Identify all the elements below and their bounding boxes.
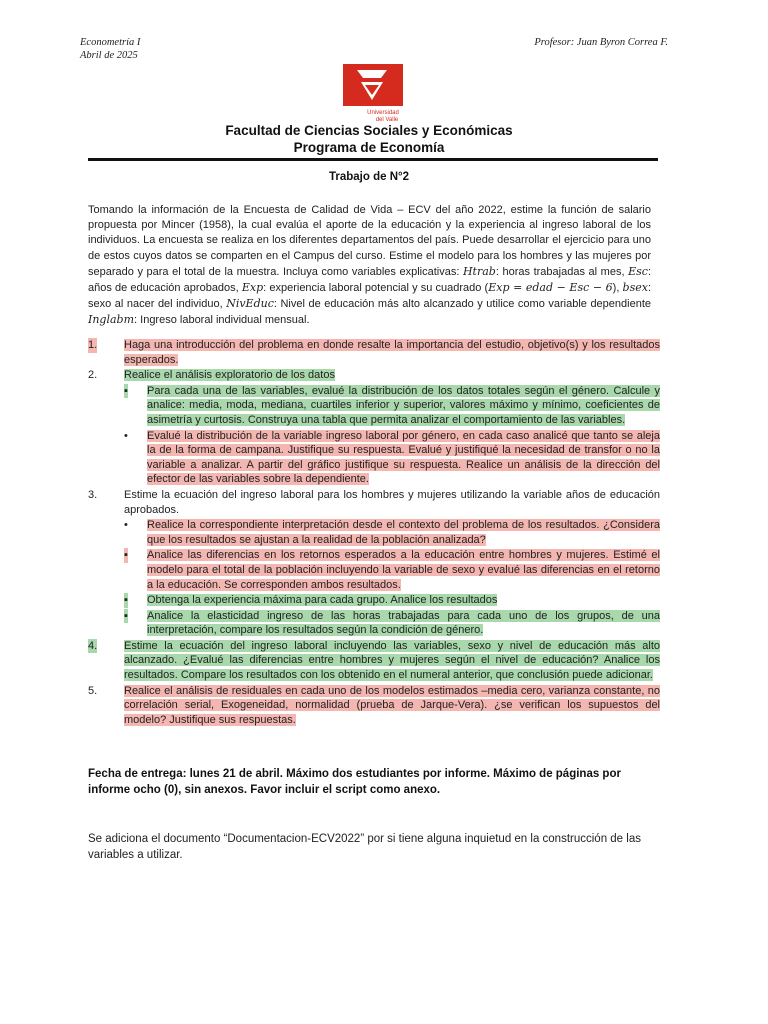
- var-inglabm: Inglabm: [88, 313, 135, 327]
- deadline-notice: Fecha de entrega: lunes 21 de abril. Máximo dos estudiantes por informe. Máximo de páginas por informe ocho (0), sin anexos. Favor incluir el script como anexo.: [88, 768, 621, 796]
- intro-inglabm-desc: : Ingreso laboral individual mensual.: [134, 314, 310, 327]
- course-name: Econometría I: [80, 37, 141, 48]
- list-item: [88, 368, 660, 383]
- logo-text-1: Universidad: [367, 110, 399, 116]
- intro-htrab-desc: : horas trabajadas al mes,: [495, 265, 629, 278]
- intro-esc-desc: : años de educación aprobados,: [88, 265, 651, 295]
- dot-bullet-icon: •: [124, 429, 128, 442]
- list-item: [88, 639, 660, 683]
- sub-item-text: Obtenga la experiencia máxima para cada grupo. Analice los resultados: [147, 594, 498, 607]
- intro-paragraph: [88, 203, 651, 329]
- item-text: Haga una introducción del problema en donde resalte la importancia del estudio, objetivo(s) y los resultados esperados.: [124, 339, 660, 366]
- assignment-title: Trabajo de N°2: [328, 171, 409, 183]
- list-item: [88, 338, 660, 367]
- list-item: [88, 684, 660, 728]
- square-bullet-icon: ▪: [124, 549, 128, 562]
- sub-item: [88, 593, 660, 608]
- university-logo: [343, 64, 403, 124]
- sub-item: [88, 429, 660, 487]
- intro-text: Tomando la información de la Encuesta de Calidad de Vida – ECV del año 2022, estime la función de salario propuesta por Mincer (1958), la cual evalúa el aporte de la educación y la experiencia al ingreso laboral de los individuos. La encuesta se realiza en los diferentes departamentos del país. Puede desarrollar el ejercicio para uno de estos cuyos datos se comparten en el Campus del curso. Estime el modelo para los hombres y las mujeres por separado y para el total de la muestra. Incluya como variables explicativas:: [88, 204, 651, 278]
- sub-item: [88, 384, 660, 428]
- header-left: [80, 36, 140, 62]
- sub-item: [88, 548, 660, 592]
- item-number: 5.: [88, 684, 98, 697]
- title-divider: [88, 158, 658, 161]
- professor-name: Profesor: Juan Byron Correa F.: [534, 37, 668, 48]
- item-number: 1.: [88, 339, 98, 351]
- item-text: Estime la ecuación del ingreso laboral incluyendo las variables, sexo y nivel de educación más alto alcanzado. ¿Evalué las diferencias entre hombres y mujeres según el nivel de educación? Analice los resultados. Compare los resultados con los obtenido en el numeral anterior, que conclusión puede adicionar.: [124, 639, 660, 682]
- intro-exp-desc: : experiencia laboral potencial y su cuadrado (: [263, 282, 489, 295]
- intro-formula-close: ),: [612, 282, 623, 295]
- intro-bsex-desc: : sexo al nacer del individuo,: [88, 282, 651, 311]
- list-item: [88, 488, 660, 517]
- sub-item: [88, 518, 660, 547]
- var-exp: Exp: [241, 281, 264, 295]
- var-bsex: bsex: [622, 281, 648, 295]
- item-text: Estime la ecuación del ingreso laboral para los hombres y mujeres utilizando la variable años de educación aprobados.: [124, 488, 660, 516]
- sub-item-text: Realice la correspondiente interpretación desde el contexto del problema de los resultados. ¿Considera que los resultados se ajustan a la realidad de la población analizada?: [147, 519, 660, 546]
- exp-formula: Exp = edad − Esc − 6: [488, 281, 613, 295]
- sub-item-text: Analice la elasticidad ingreso de las horas trabajadas para cada uno de los grupos, de una interpretación, compare los resultados según la condición de género.: [147, 609, 660, 637]
- square-bullet-icon: ▪: [124, 609, 128, 622]
- documentation-note: Se adiciona el documento “Documentacion-ECV2022” por si tiene alguna inquietud en la construcción de las variables a utilizar.: [88, 833, 641, 861]
- item-number: 2.: [88, 369, 98, 382]
- item-number: 3.: [88, 488, 98, 501]
- title-block: [80, 122, 658, 156]
- sub-item-text: Para cada una de las variables, evalué la distribución de los datos totales según el género. Calcule y analice: media, moda, mediana, cuartiles inferior y superior, valores máximo y mínimo, coeficientes de asimetría y curtosis. Construya una tabla que permita analizar el comportamiento de las variables.: [147, 384, 660, 426]
- sub-item-text: Evalué la distribución de la variable ingreso laboral por género, en cada caso analicé que tanto se aleja la de la forma de campana. Justifique su respuesta. Evalué y justifiqué la necesidad de transfor o no la variable a analizar. A partir del gráfico justifique su respuesta. Realice un análisis de la dirección del efector de las variables sobre la dependiente.: [147, 429, 660, 486]
- dot-bullet-icon: •: [124, 519, 128, 532]
- var-htrab: Htrab: [462, 264, 496, 278]
- var-esc: Esc: [628, 264, 648, 278]
- sub-item-text: Analice las diferencias en los retornos esperados a la educación entre hombres y mujeres. Estimé el modelo para el total de la población incluyendo la variable de sexo y evalué las diferencias en el retorno a la educación. Se corresponden ambos resultados.: [147, 549, 660, 591]
- item-text: Realice el análisis de residuales en cada uno de los modelos estimados –media cero, varianza constante, no correlación serial, Exogeneidad, normalidad (prueba de Jarque-Vera). ¿se verifican los supuestos del modelo? Justifique sus respuestas.: [124, 684, 660, 726]
- course-date: Abril de 2025: [80, 50, 138, 61]
- item-text: Realice el análisis exploratorio de los datos: [124, 369, 335, 382]
- square-bullet-icon: ▪: [124, 594, 128, 607]
- square-bullet-icon: ▪: [124, 384, 128, 397]
- logo-text-2: del Valle: [375, 117, 399, 123]
- item-number: 4.: [88, 639, 98, 652]
- program-title: Programa de Economía: [293, 140, 445, 155]
- sub-item: [88, 609, 660, 638]
- intro-niveduc-desc: : Nivel de educación más alto alcanzado y utilice como variable dependiente: [273, 298, 652, 311]
- faculty-title: Facultad de Ciencias Sociales y Económicas: [225, 123, 513, 138]
- task-list: [88, 338, 660, 728]
- var-niveduc: NivEduc: [226, 297, 274, 311]
